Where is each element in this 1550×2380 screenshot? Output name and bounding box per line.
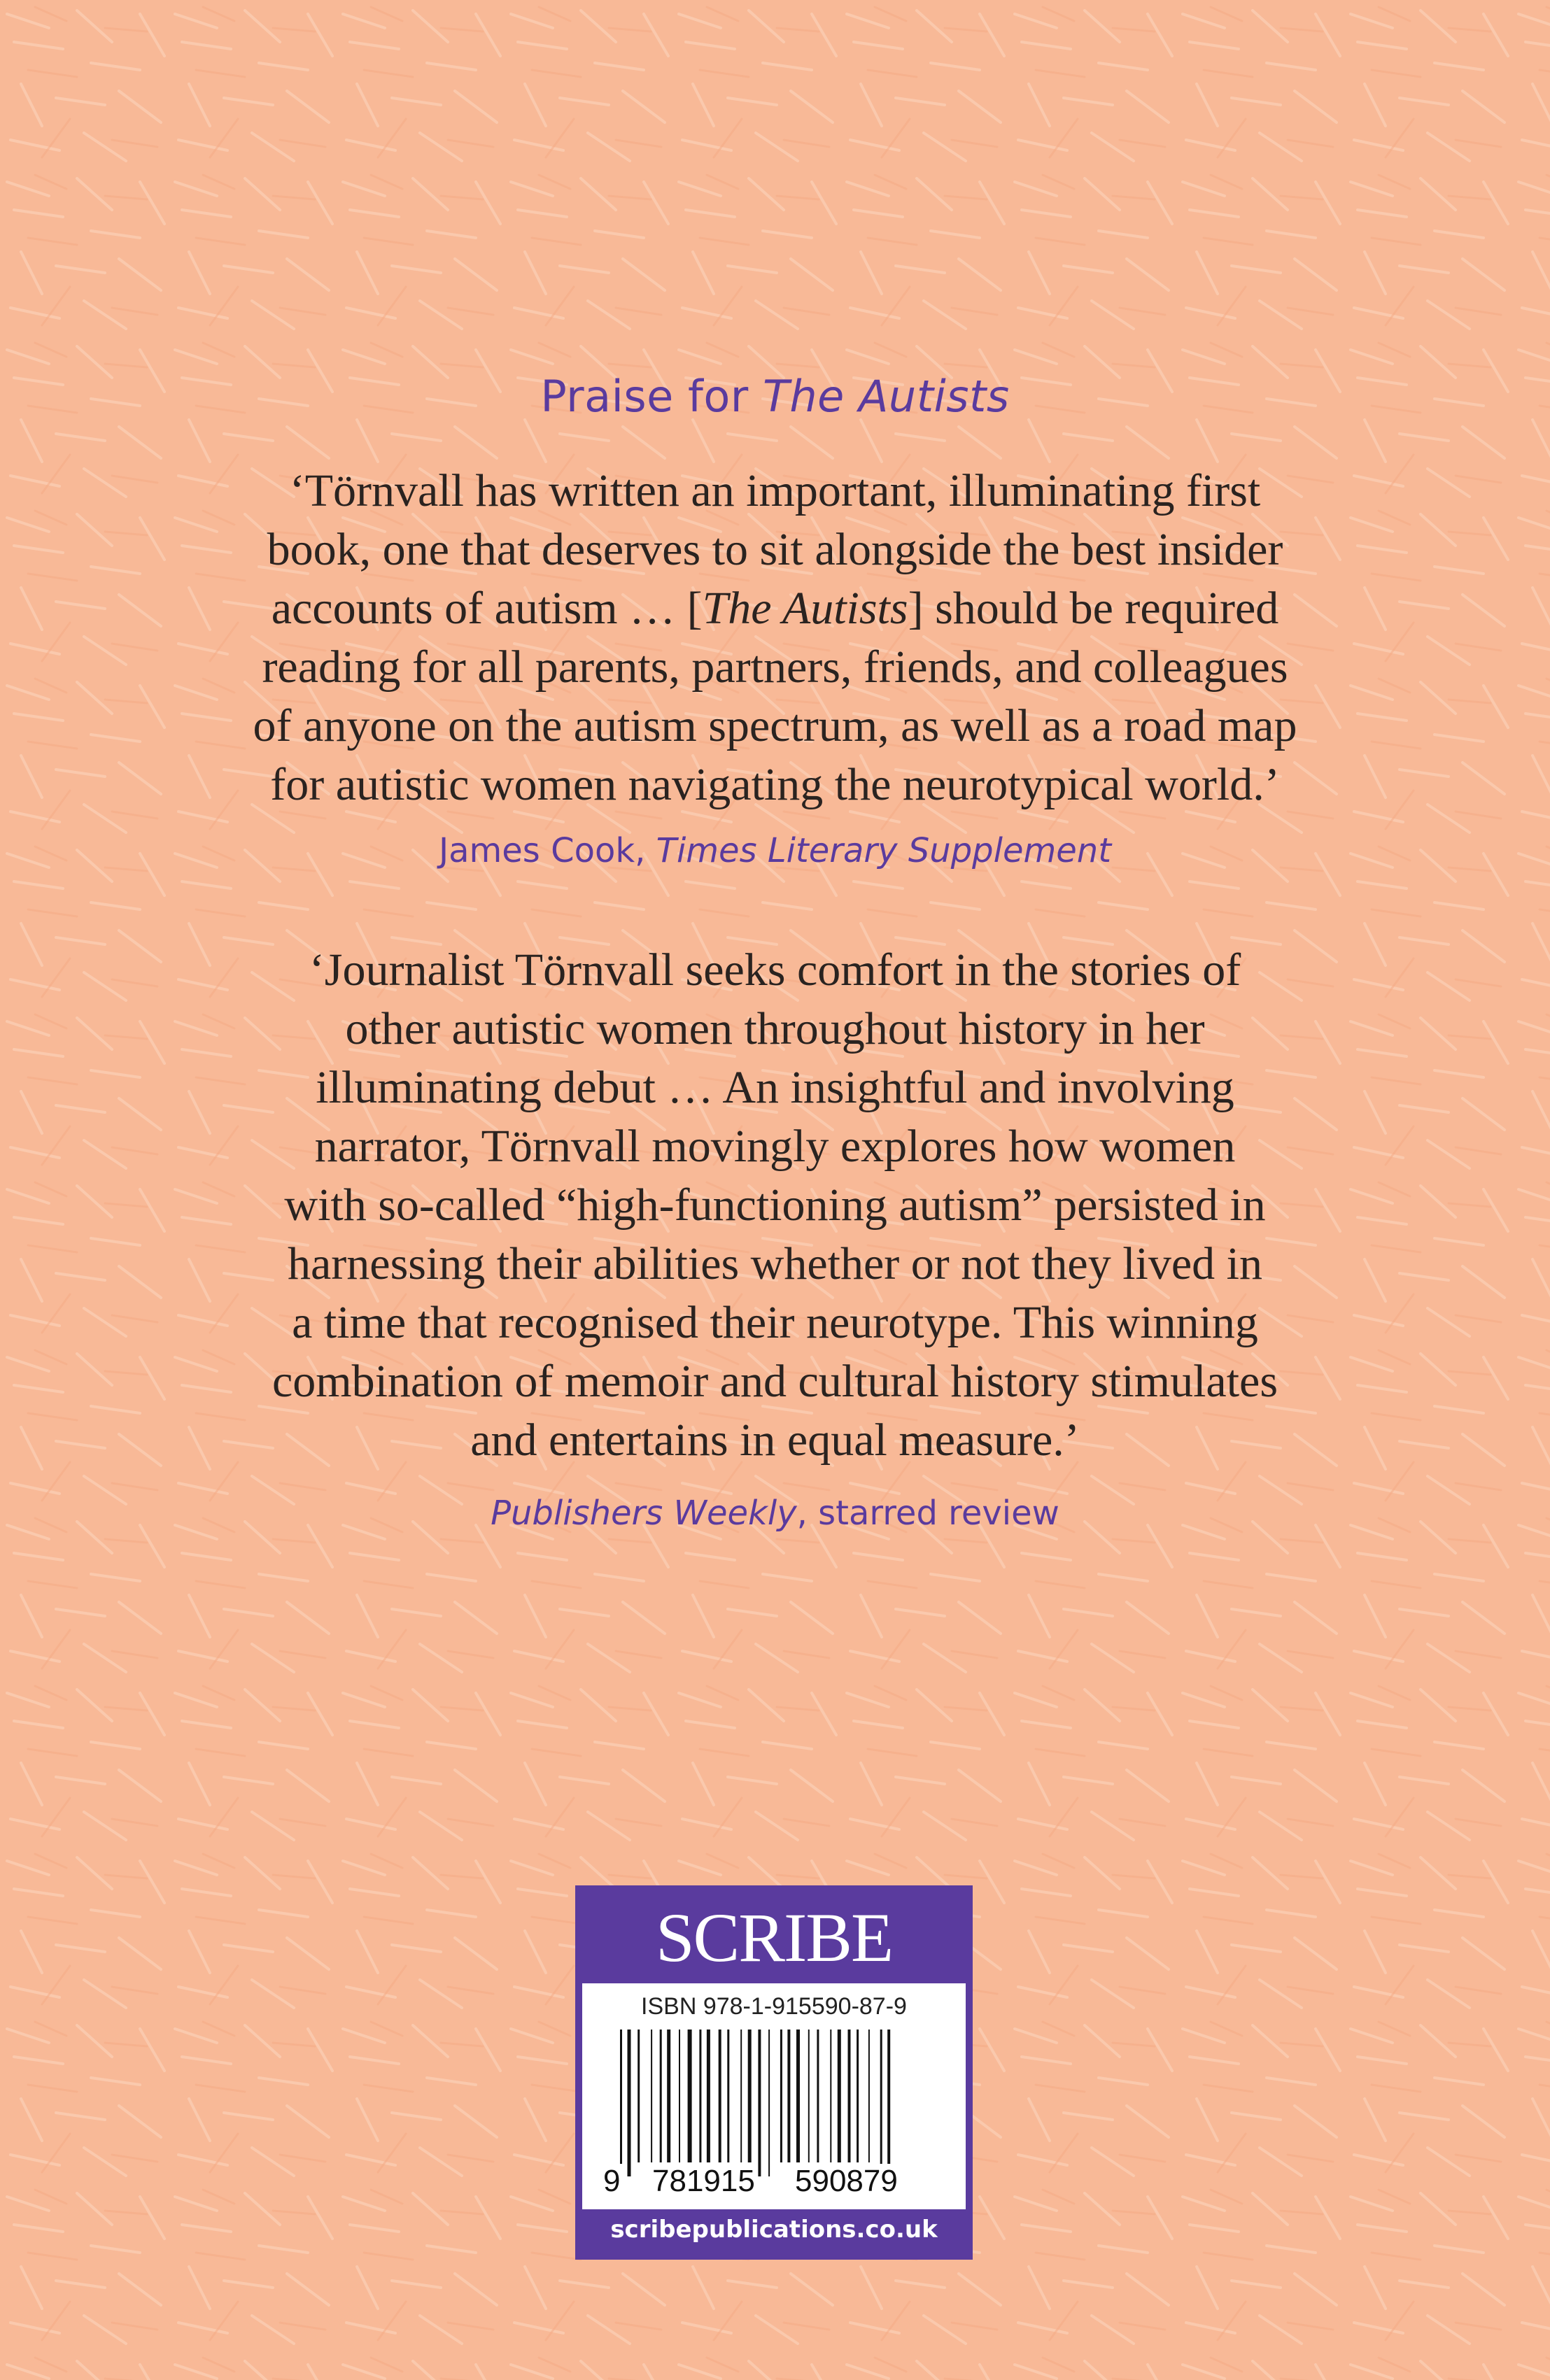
barcode-bar [787, 2030, 790, 2162]
quote-line: a time that recognised their neurotype. This winning [292, 1297, 1258, 1348]
review-quote-2 [210, 941, 1340, 1470]
barcode-bar [796, 2030, 800, 2162]
barcode-bar [857, 2030, 859, 2162]
quote-line: and entertains in equal measure.’ [470, 1415, 1080, 1466]
barcode-panel [582, 1983, 966, 2209]
barcode-bar [768, 2030, 770, 2176]
review-attribution-2 [0, 1494, 1550, 1533]
barcode-bar [838, 2030, 841, 2162]
barcode-digit-first: 9 [600, 2164, 623, 2199]
barcode-bar [699, 2030, 701, 2162]
praise-heading [0, 371, 1550, 422]
barcode-bar [688, 2030, 692, 2162]
quote-line: other autistic women throughout history in her [345, 1003, 1205, 1054]
barcode-bar [707, 2030, 710, 2162]
review-publication: Publishers Weekly [491, 1494, 797, 1533]
barcode-digit-group-2: 590879 [792, 2164, 901, 2199]
quote-line: illuminating debut … An insightful and involving [316, 1062, 1234, 1113]
barcode-bar [887, 2030, 890, 2176]
quote-line: book, one that deserves to sit alongside the best insider [267, 524, 1283, 575]
quote-line: with so-called “high-functioning autism” persisted in [284, 1180, 1266, 1231]
barcode-bar [719, 2030, 721, 2162]
barcode-bar [667, 2030, 670, 2162]
reviewer-name: James Cook, [438, 831, 656, 870]
barcode-bar [660, 2030, 662, 2162]
barcode-bar [727, 2030, 729, 2162]
quote-line: narrator, Törnvall movingly explores how women [314, 1121, 1236, 1172]
review-quote-1 [210, 462, 1340, 814]
publisher-website: scribepublications.co.uk [610, 2216, 938, 2244]
barcode-digit-group-1: 781915 [649, 2164, 758, 2199]
barcode-bar [620, 2030, 622, 2176]
praise-prefix: Praise for [540, 371, 763, 422]
barcode-bar [808, 2030, 810, 2162]
barcode-bar [780, 2030, 782, 2162]
review-note: , starred review [796, 1494, 1059, 1533]
isbn-number: ISBN 978-1-915590-87-9 [641, 1993, 907, 2020]
barcode-bar [817, 2030, 819, 2162]
barcode-bar [758, 2030, 761, 2176]
review-attribution-1 [0, 831, 1550, 870]
quote-line: harnessing their abilities whether or not they lived in [288, 1238, 1262, 1289]
barcode-bar [748, 2030, 752, 2162]
publisher-isbn-block [575, 1885, 973, 2260]
barcode-bar [830, 2030, 831, 2162]
barcode-bar [679, 2030, 680, 2162]
quote-line: reading for all parents, partners, friends, and colleagues [262, 642, 1288, 693]
quote-book-title: The Autists [702, 583, 908, 634]
quote-line: of anyone on the autism spectrum, as well as a road map [253, 700, 1297, 751]
barcode-bar [628, 2030, 631, 2176]
quote-line: ‘Journalist Törnvall seeks comfort in the stories of [309, 944, 1241, 996]
quote-line: ‘Törnvall has written an important, illuminating first [289, 465, 1261, 516]
barcode-bar [740, 2030, 742, 2162]
praise-book-title: The Autists [762, 371, 1010, 422]
review-publication: Times Literary Supplement [656, 831, 1112, 870]
barcode-bar [868, 2030, 870, 2162]
quote-line: combination of memoir and cultural history stimulates [272, 1356, 1278, 1407]
quote-line: for autistic women navigating the neurotypical world.’ [270, 759, 1280, 810]
barcode-bar [651, 2030, 652, 2162]
barcode-bar [848, 2030, 851, 2162]
barcode-bar [637, 2030, 640, 2162]
barcode-bar [880, 2030, 882, 2176]
barcode-icon [620, 2030, 928, 2176]
publisher-logo: SCRIBE [655, 1899, 893, 1976]
quote-line [210, 579, 1340, 638]
quote-text: ] should be required [908, 583, 1279, 634]
quote-text: accounts of autism … [ [271, 583, 703, 634]
